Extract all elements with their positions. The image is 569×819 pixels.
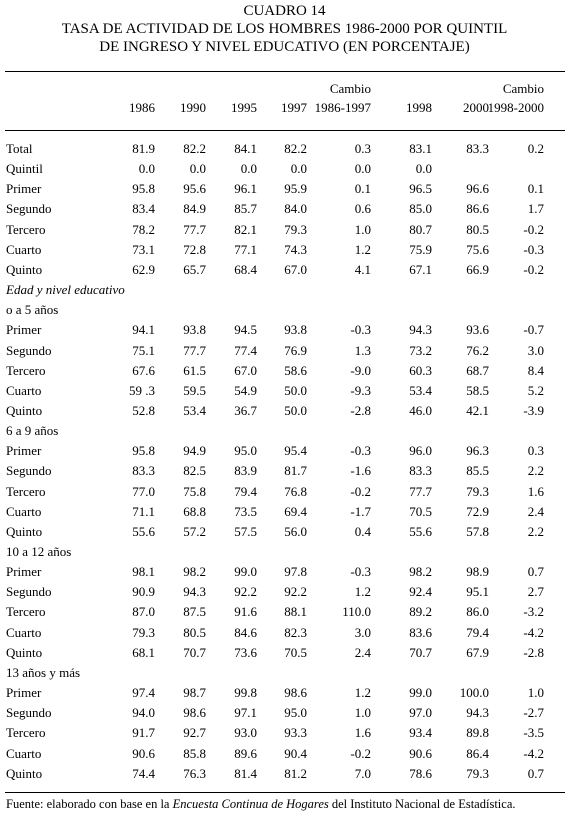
table-cell: 98.6	[183, 705, 206, 721]
table-cell: -2.8	[523, 644, 544, 660]
table-row	[0, 401, 569, 421]
table-cell: 86.6	[466, 201, 489, 217]
table-cell: 82.2	[183, 141, 206, 156]
table-row	[0, 482, 569, 502]
table-cell: 92.2	[284, 584, 307, 600]
row-label: Tercero	[6, 362, 46, 378]
table-cell: 4.1	[354, 261, 371, 277]
table-cell: 77.7	[183, 342, 206, 358]
table-cell: 1.0	[354, 221, 371, 237]
column-header-top-7: Cambio	[502, 81, 544, 96]
column-header-bottom-6: 2000	[463, 100, 489, 115]
table-cell: 76.9	[284, 342, 307, 358]
table-cell: 87.0	[132, 604, 155, 620]
table-cell: 1.0	[354, 705, 371, 721]
table-cell: 94.9	[183, 443, 206, 459]
table-cell: 70.7	[183, 644, 206, 660]
table-cell: 95.9	[284, 181, 307, 197]
table-cell: 81.7	[284, 463, 307, 479]
table-row	[0, 179, 569, 199]
table-cell: 1.0	[527, 685, 544, 701]
table-cell: 76.8	[284, 483, 307, 499]
row-label: Cuarto	[6, 241, 42, 257]
column-header-bottom-0: 1986	[129, 100, 155, 115]
table-cell: 85.5	[466, 463, 489, 479]
table-cell: 73.6	[234, 644, 257, 660]
table-cell: 86.0	[466, 604, 489, 620]
table-cell: 70.5	[284, 644, 307, 660]
table-cell: 2.4	[527, 503, 544, 519]
table-row	[0, 502, 569, 522]
table-cell: 89.8	[466, 725, 489, 741]
row-label: Quinto	[6, 402, 43, 418]
table-cell: 77.7	[183, 221, 206, 237]
table-cell: 97.8	[284, 564, 307, 580]
table-cell: 95.1	[466, 584, 489, 600]
table-cell: 60.3	[409, 362, 432, 378]
table-cell: 84.9	[183, 201, 206, 217]
table-cell: 89.2	[409, 604, 432, 620]
table-cell: 78.6	[409, 765, 432, 781]
table-cell: 83.3	[466, 141, 489, 156]
table-cell: -0.2	[523, 221, 544, 237]
table-cell: -1.7	[350, 503, 371, 519]
table-cell: 76.2	[466, 342, 489, 358]
table-cell: 57.8	[466, 523, 489, 539]
table-cell: 85.7	[234, 201, 257, 217]
table-cell: 96.0	[409, 443, 432, 459]
table-row	[0, 159, 569, 179]
column-header-bottom-3: 1997	[281, 100, 307, 115]
table-cell: 93.8	[183, 322, 206, 338]
table-cell: 67.9	[466, 644, 489, 660]
table-cell: 1.6	[354, 725, 371, 741]
group-heading-row	[0, 421, 569, 441]
table-cell: 0.0	[189, 161, 206, 177]
table-cell: 68.8	[183, 503, 206, 519]
table-cell: 80.5	[183, 624, 206, 640]
table-cell: 96.3	[466, 443, 489, 459]
table-cell: 83.6	[409, 624, 432, 640]
table-cell: 96.6	[466, 181, 489, 197]
table-cell: 96.5	[409, 181, 432, 197]
table-cell: 90.6	[409, 745, 432, 761]
source-prefix: Fuente: elaborado con base en la	[6, 797, 173, 811]
table-cell: 98.6	[284, 685, 307, 701]
table-cell: 74.4	[132, 765, 155, 781]
table-cell: 98.2	[409, 564, 432, 580]
table-cell: 79.3	[132, 624, 155, 640]
table-cell: 94.1	[132, 322, 155, 338]
table-cell: -9.0	[350, 362, 371, 378]
row-label: Cuarto	[6, 503, 42, 519]
table-cell: 80.5	[466, 221, 489, 237]
table-cell: 79.3	[284, 221, 307, 237]
table-cell: -3.2	[523, 604, 544, 620]
table-cell: 73.2	[409, 342, 432, 358]
table-cell: 97.0	[409, 705, 432, 721]
table-cell: 0.4	[354, 523, 371, 539]
table-cell: 66.9	[466, 261, 489, 277]
table-cell: 46.0	[409, 402, 432, 418]
table-cell: 80.7	[409, 221, 432, 237]
table-cell: 59.5	[183, 382, 206, 398]
row-label: Primer	[6, 685, 42, 701]
table-cell: -0.2	[350, 745, 371, 761]
table-row	[0, 320, 569, 340]
table-cell: 78.2	[132, 221, 155, 237]
table-number: CUADRO 14	[243, 3, 326, 19]
table-cell: -3.9	[523, 402, 544, 418]
table-cell: 0.0	[354, 161, 371, 177]
table-cell: 75.9	[409, 241, 432, 257]
table-cell: 0.0	[415, 161, 432, 177]
table-cell: 54.9	[234, 382, 257, 398]
row-label: 13 años y más	[6, 664, 81, 680]
table-cell: 85.0	[409, 201, 432, 217]
table-cell: 92.2	[234, 584, 257, 600]
table-cell: 91.6	[234, 604, 257, 620]
table-cell: 92.7	[183, 725, 206, 741]
table-cell: -0.3	[523, 241, 544, 257]
table-cell: 110.0	[342, 604, 371, 620]
table-cell: 79.4	[466, 624, 489, 640]
table-cell: 87.5	[183, 604, 206, 620]
table-cell: 93.4	[409, 725, 432, 741]
table-cell: 99.8	[234, 685, 257, 701]
table-cell: 36.7	[234, 402, 257, 418]
row-label: Tercero	[6, 604, 46, 620]
row-label: 10 a 12 años	[6, 544, 72, 559]
table-cell: 2.2	[527, 523, 544, 539]
table-cell: 67.0	[234, 362, 257, 378]
row-label: Tercero	[6, 725, 46, 741]
table-cell: 95.6	[183, 181, 206, 197]
table-cell: 70.5	[409, 503, 432, 519]
table-cell: 97.1	[234, 705, 257, 721]
table-row	[0, 341, 569, 361]
source-note	[6, 796, 516, 812]
table-row	[0, 522, 569, 542]
column-header-bottom-5: 1998	[406, 100, 432, 115]
table-cell: -9.3	[350, 382, 371, 398]
row-label: Segundo	[6, 342, 52, 358]
table-cell: 81.4	[234, 765, 257, 781]
table-cell: 81.2	[284, 765, 307, 781]
table-cell: 52.8	[132, 402, 155, 418]
table-cell: 95.4	[284, 443, 307, 459]
table-cell: 83.3	[132, 463, 155, 479]
row-label: 6 a 9 años	[6, 423, 59, 439]
table-cell: -0.3	[350, 564, 371, 580]
table-cell: 75.8	[183, 483, 206, 499]
table-cell: -0.2	[350, 483, 371, 499]
table-row	[0, 240, 569, 260]
row-label: Segundo	[6, 201, 52, 217]
column-header-bottom-2: 1995	[231, 100, 257, 115]
row-label: Tercero	[6, 483, 46, 499]
table-row	[0, 562, 569, 582]
row-label: Edad y nivel educativo	[6, 282, 125, 298]
table-cell: 84.0	[284, 201, 307, 217]
table-cell: 0.7	[527, 564, 544, 580]
table-cell: 1.7	[527, 201, 544, 217]
table-cell: 84.1	[234, 141, 257, 156]
table-cell: 68.1	[132, 644, 155, 660]
table-title-line-1: TASA DE ACTIVIDAD DE LOS HOMBRES 1986-2000 POR QUINTIL	[61, 21, 508, 37]
table-row	[0, 260, 569, 280]
group-heading-row	[0, 542, 569, 562]
table-cell: 7.0	[354, 765, 371, 781]
table-cell: 1.2	[354, 241, 371, 257]
column-header-bottom-7: 1998-2000	[487, 100, 544, 115]
table-title-line-2: DE INGRESO Y NIVEL EDUCATIVO (EN PORCENTAJE)	[99, 39, 470, 55]
row-label: Cuarto	[6, 745, 42, 761]
table-row	[0, 199, 569, 219]
table-cell: 53.4	[183, 402, 206, 418]
table-cell: 77.4	[234, 342, 257, 358]
table-cell: 77.7	[409, 483, 432, 499]
table-cell: -2.7	[523, 705, 544, 721]
row-label: Tercero	[6, 221, 46, 237]
table-cell: 0.3	[354, 141, 371, 156]
table-row	[0, 723, 569, 743]
table-cell: -4.2	[523, 624, 544, 640]
table-cell: 70.7	[409, 644, 432, 660]
row-label: Quintil	[6, 161, 43, 177]
table-cell: -1.6	[350, 463, 371, 479]
column-header-bottom-4: 1986-1997	[314, 100, 371, 115]
table-cell: 93.8	[284, 322, 307, 338]
table-cell: 98.7	[183, 685, 206, 701]
table-cell: -4.2	[523, 745, 544, 761]
row-label: Segundo	[6, 705, 52, 721]
table-cell: 82.3	[284, 624, 307, 640]
table-cell: 90.4	[284, 745, 307, 761]
table-cell: 81.9	[132, 141, 155, 156]
table-row	[0, 582, 569, 602]
group-heading-row	[0, 300, 569, 320]
table-cell: 0.7	[527, 765, 544, 781]
table-cell: 93.0	[234, 725, 257, 741]
table-row	[0, 441, 569, 461]
table-cell: 53.4	[409, 382, 432, 398]
table-cell: 0.6	[354, 201, 371, 217]
table-cell: 89.6	[234, 745, 257, 761]
table-cell: 95.8	[132, 443, 155, 459]
table-row	[0, 683, 569, 703]
table-row	[0, 602, 569, 622]
table-row	[0, 139, 569, 159]
table-cell: 3.0	[527, 342, 544, 358]
table-cell: 50.0	[284, 402, 307, 418]
group-heading-row	[0, 280, 569, 300]
table-cell: 2.7	[527, 584, 544, 600]
table-cell: 0.1	[354, 181, 371, 197]
table-row	[0, 643, 569, 663]
table-cell: 0.0	[138, 161, 155, 177]
table-cell: 1.2	[354, 584, 371, 600]
table-cell: 0.0	[240, 161, 257, 177]
table-cell: 72.9	[466, 503, 489, 519]
table-cell: 2.4	[354, 644, 371, 660]
group-heading-row	[0, 663, 569, 683]
table-cell: 50.0	[284, 382, 307, 398]
row-label: Quinto	[6, 644, 43, 660]
table-cell: 0.2	[527, 141, 544, 156]
table-cell: 77.0	[132, 483, 155, 499]
row-label: Primer	[6, 443, 42, 459]
table-cell: 88.1	[284, 604, 307, 620]
table-cell: 83.1	[409, 141, 432, 156]
row-label: Primer	[6, 322, 42, 338]
table-cell: 96.1	[234, 181, 257, 197]
table-cell: 82.2	[284, 141, 307, 156]
table-cell: 93.3	[284, 725, 307, 741]
column-header-top-4: Cambio	[329, 81, 371, 96]
table-cell: 74.3	[284, 241, 307, 257]
table-cell: 83.4	[132, 201, 155, 217]
table-cell: 57.2	[183, 523, 206, 539]
table-cell: 85.8	[183, 745, 206, 761]
table-cell: 97.4	[132, 685, 155, 701]
table-cell: -0.3	[350, 443, 371, 459]
table-cell: 99.0	[409, 685, 432, 701]
table-cell: 1.2	[354, 685, 371, 701]
table-cell: 93.6	[466, 322, 489, 338]
row-label: o a 5 años	[6, 302, 59, 318]
table-cell: -3.5	[523, 725, 544, 741]
table-row	[0, 461, 569, 481]
table-row	[0, 764, 569, 784]
table-cell: 67.6	[132, 362, 155, 378]
row-label: Quinto	[6, 523, 43, 539]
column-header-bottom-1: 1990	[180, 100, 206, 115]
table-cell: 55.6	[132, 523, 155, 539]
table-cell: 61.5	[183, 362, 206, 378]
row-label: Segundo	[6, 463, 52, 479]
table-cell: 86.4	[466, 745, 489, 761]
table-cell: 65.7	[183, 261, 206, 277]
table-row	[0, 361, 569, 381]
table-cell: 98.2	[183, 564, 206, 580]
table-cell: 79.3	[466, 483, 489, 499]
table-cell: 73.1	[132, 241, 155, 257]
table-cell: 92.4	[409, 584, 432, 600]
header-rule	[5, 130, 565, 131]
row-label: Cuarto	[6, 382, 42, 398]
table-cell: 75.1	[132, 342, 155, 358]
table-cell: 94.3	[409, 322, 432, 338]
table-cell: 57.5	[234, 523, 257, 539]
table-cell: -0.3	[350, 322, 371, 338]
table-row	[0, 220, 569, 240]
table-cell: 99.0	[234, 564, 257, 580]
table-cell: 94.0	[132, 705, 155, 721]
table-cell: 8.4	[527, 362, 544, 378]
row-label: Primer	[6, 181, 42, 197]
row-label: Total	[6, 141, 33, 156]
table-cell: 59 .3	[129, 382, 155, 398]
row-label: Primer	[6, 564, 42, 580]
table-cell: 94.5	[234, 322, 257, 338]
table-cell: 82.5	[183, 463, 206, 479]
table-cell: 82.1	[234, 221, 257, 237]
table-cell: 0.0	[290, 161, 307, 177]
bottom-rule	[5, 792, 565, 793]
table-cell: 95.0	[234, 443, 257, 459]
top-rule	[5, 71, 565, 72]
table-cell: 1.3	[354, 342, 371, 358]
table-cell: 58.5	[466, 382, 489, 398]
row-label: Quinto	[6, 765, 43, 781]
table-cell: 77.1	[234, 241, 257, 257]
table-cell: 76.3	[183, 765, 206, 781]
table-cell: 3.0	[354, 624, 371, 640]
row-label: Quinto	[6, 261, 43, 277]
table-cell: 0.1	[527, 181, 544, 197]
table-cell: 73.5	[234, 503, 257, 519]
source-survey-name: Encuesta Continua de Hogares	[172, 797, 329, 811]
table-cell: 95.8	[132, 181, 155, 197]
row-label: Segundo	[6, 584, 52, 600]
table-cell: 62.9	[132, 261, 155, 277]
source-suffix: del Instituto Nacional de Estadística.	[328, 797, 516, 811]
table-cell: 98.1	[132, 564, 155, 580]
table-cell: 95.0	[284, 705, 307, 721]
table-cell: 100.0	[459, 685, 489, 701]
table-cell: 56.0	[284, 523, 307, 539]
table-cell: 79.3	[466, 765, 489, 781]
table-cell: -0.2	[523, 261, 544, 277]
table-row	[0, 744, 569, 764]
table-cell: 83.9	[234, 463, 257, 479]
table-cell: 79.4	[234, 483, 257, 499]
table-cell: 5.2	[527, 382, 544, 398]
table-cell: 91.7	[132, 725, 155, 741]
table-cell: 90.9	[132, 584, 155, 600]
table-row	[0, 703, 569, 723]
table-cell: 0.3	[527, 443, 544, 459]
table-cell: 94.3	[466, 705, 489, 721]
table-cell: 67.0	[284, 261, 307, 277]
table-row	[0, 381, 569, 401]
table-cell: 68.4	[234, 261, 257, 277]
table-cell: -0.7	[523, 322, 544, 338]
table-cell: 58.6	[284, 362, 307, 378]
table-cell: 67.1	[409, 261, 432, 277]
table-cell: 94.3	[183, 584, 206, 600]
table-cell: 71.1	[132, 503, 155, 519]
table-cell: 55.6	[409, 523, 432, 539]
table-cell: 42.1	[466, 402, 489, 418]
table-cell: 72.8	[183, 241, 206, 257]
table-cell: 1.6	[527, 483, 544, 499]
table-cell: 68.7	[466, 362, 489, 378]
table-cell: 2.2	[527, 463, 544, 479]
table-cell: 69.4	[284, 503, 307, 519]
table-cell: 84.6	[234, 624, 257, 640]
table-cell: -2.8	[350, 402, 371, 418]
table-cell: 98.9	[466, 564, 489, 580]
table-cell: 83.3	[409, 463, 432, 479]
table-row	[0, 623, 569, 643]
table-cell: 75.6	[466, 241, 489, 257]
row-label: Cuarto	[6, 624, 42, 640]
table-cell: 90.6	[132, 745, 155, 761]
